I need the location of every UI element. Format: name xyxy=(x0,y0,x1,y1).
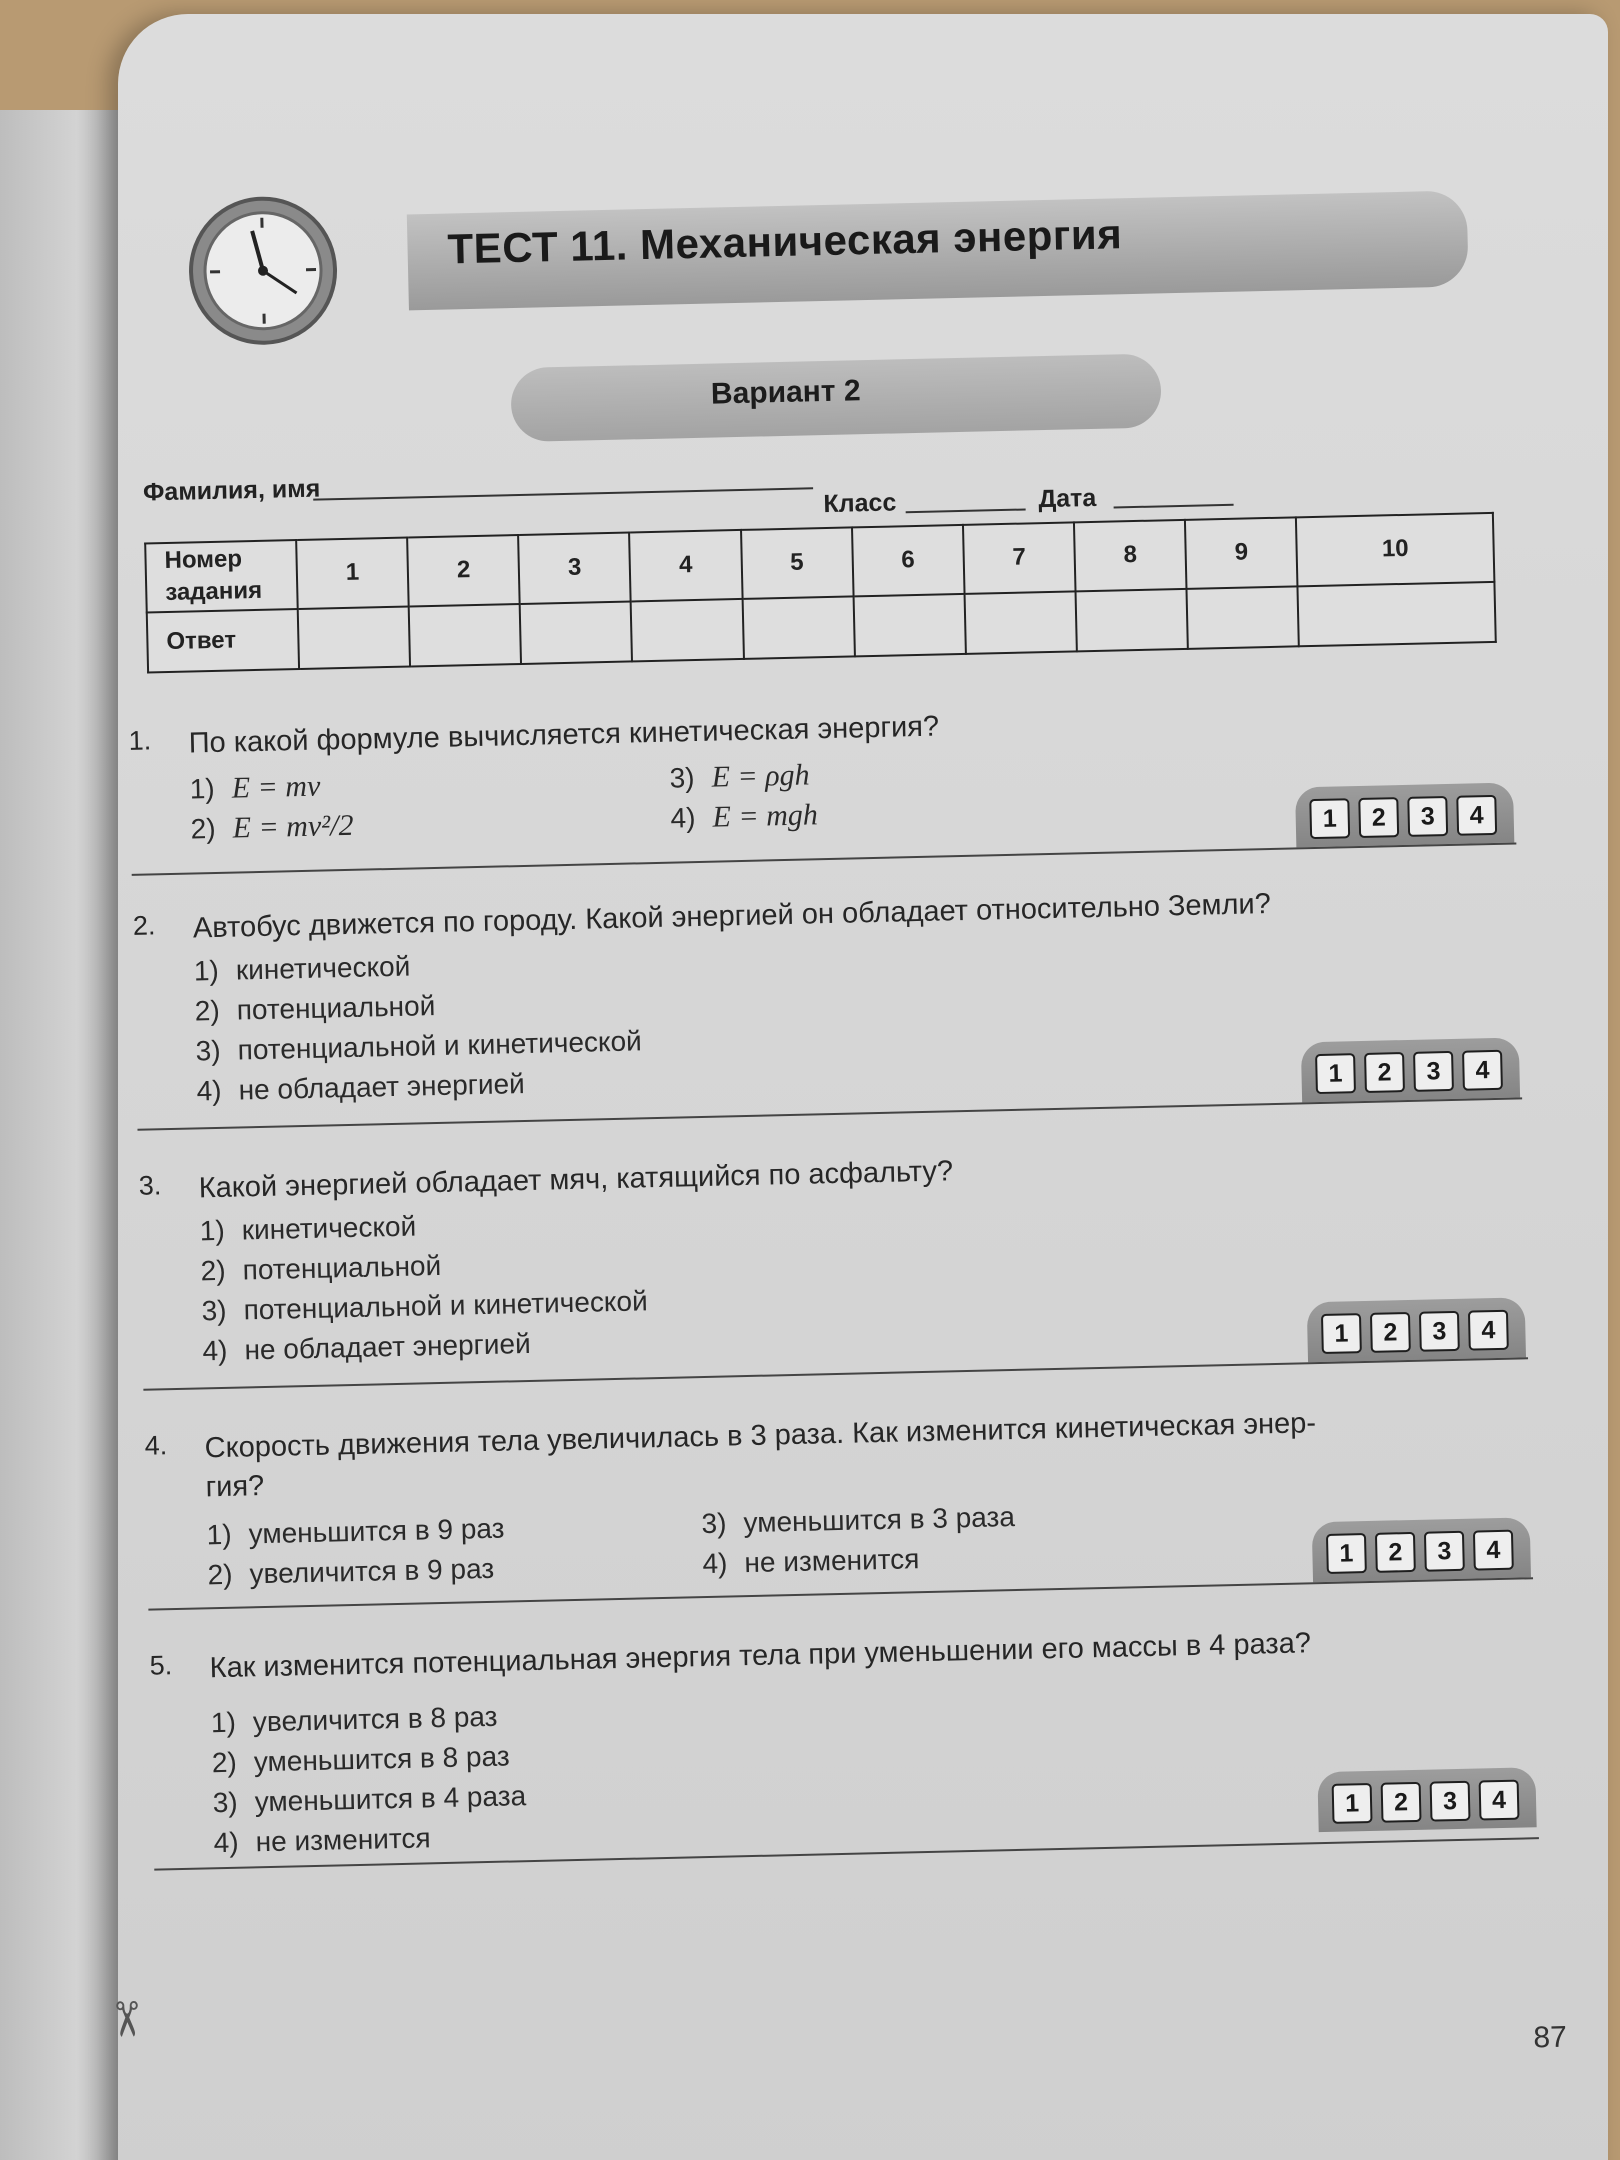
question-text xyxy=(204,1401,1445,1507)
choice-box-3[interactable]: 3 xyxy=(1430,1781,1471,1822)
choice-tab xyxy=(1301,1037,1520,1102)
option-number: 2) xyxy=(207,1558,233,1591)
option-text: увеличится в 9 раз xyxy=(249,1552,495,1590)
task-number-cell: 6 xyxy=(852,525,965,596)
question-3 xyxy=(138,1139,1538,1367)
question-2 xyxy=(132,879,1533,1107)
option-3[interactable] xyxy=(212,1780,526,1819)
question-number: 1. xyxy=(128,725,152,756)
answer-cell[interactable] xyxy=(520,601,632,664)
option-2[interactable] xyxy=(200,1250,441,1287)
option-text: увеличится в 8 раз xyxy=(252,1700,498,1738)
option-number: 3) xyxy=(701,1507,727,1540)
choice-tab xyxy=(1317,1767,1536,1832)
option-1[interactable] xyxy=(206,1513,504,1552)
option-3[interactable] xyxy=(669,758,810,795)
option-number: 1) xyxy=(199,1214,226,1247)
choice-box-4[interactable]: 4 xyxy=(1456,795,1497,836)
answer-grid xyxy=(144,512,1497,673)
option-number: 2) xyxy=(194,994,221,1027)
option-text: не обладает энергией xyxy=(244,1327,531,1366)
answer-cell[interactable] xyxy=(1187,586,1299,649)
choice-box-4[interactable]: 4 xyxy=(1479,1780,1520,1821)
question-text-line2: гия? xyxy=(205,1470,265,1504)
option-formula: E = mv²/2 xyxy=(232,808,354,845)
option-text: потенциальной и кинетической xyxy=(237,1025,643,1066)
question-4 xyxy=(144,1399,1544,1591)
task-number-cell: 3 xyxy=(518,532,631,603)
choice-box-4[interactable]: 4 xyxy=(1473,1530,1514,1571)
option-formula: E = ρgh xyxy=(711,758,810,794)
question-number: 5. xyxy=(149,1650,173,1681)
question-text: По какой формуле вычисляется кинетическая энергия? xyxy=(188,710,940,760)
option-2[interactable] xyxy=(212,1741,510,1780)
choice-tab xyxy=(1312,1517,1531,1582)
option-number: 4) xyxy=(213,1826,239,1859)
option-2[interactable] xyxy=(207,1553,494,1591)
clock-icon xyxy=(186,194,339,347)
choice-box-2[interactable]: 2 xyxy=(1381,1782,1422,1823)
option-number: 4) xyxy=(202,1334,228,1367)
answer-cell[interactable] xyxy=(409,604,521,667)
option-number: 1) xyxy=(210,1706,237,1739)
workbook-page xyxy=(98,14,1608,2160)
choice-box-3[interactable]: 3 xyxy=(1407,796,1448,837)
page-number: 87 xyxy=(1533,2020,1568,2055)
answer-cell[interactable] xyxy=(631,599,743,662)
option-number: 4) xyxy=(702,1547,728,1580)
question-number: 2. xyxy=(132,910,156,941)
date-label: Дата xyxy=(1038,483,1097,514)
choice-box-2[interactable]: 2 xyxy=(1364,1052,1405,1093)
option-number: 3) xyxy=(201,1294,227,1327)
option-text: уменьшится в 3 раза xyxy=(743,1500,1016,1539)
question-1 xyxy=(128,694,1528,845)
question-text: Какой энергией обладает мяч, катящийся по асфальту? xyxy=(198,1155,954,1205)
question-text: Как изменится потенциальная энергия тела при уменьшении его массы в 4 раза? xyxy=(209,1627,1312,1685)
name-field-line[interactable] xyxy=(313,487,813,500)
option-number: 4) xyxy=(670,802,696,834)
task-number-cell: 5 xyxy=(741,527,854,598)
option-number: 3) xyxy=(669,762,695,794)
choice-box-1[interactable]: 1 xyxy=(1332,1783,1373,1824)
option-number: 1) xyxy=(189,772,216,805)
option-2[interactable] xyxy=(190,809,354,847)
option-4[interactable] xyxy=(196,1068,525,1107)
option-1[interactable] xyxy=(189,770,320,807)
task-number-header xyxy=(145,540,298,612)
task-number-cell: 8 xyxy=(1074,520,1187,591)
answer-cell[interactable] xyxy=(742,596,854,659)
choice-box-1[interactable]: 1 xyxy=(1309,798,1350,839)
choice-box-1[interactable]: 1 xyxy=(1326,1533,1367,1574)
answer-cell[interactable] xyxy=(964,591,1076,654)
question-text: Автобус движется по городу. Какой энергией он обладает относительно Земли? xyxy=(192,888,1272,945)
choice-box-3[interactable]: 3 xyxy=(1413,1051,1454,1092)
scissors-icon: ✂ xyxy=(98,1998,153,2041)
option-text: не изменится xyxy=(744,1543,920,1579)
option-1[interactable] xyxy=(199,1211,416,1248)
option-4[interactable] xyxy=(702,1543,920,1580)
question-5 xyxy=(149,1619,1549,1859)
task-number-cell: 7 xyxy=(963,522,1076,593)
option-1[interactable] xyxy=(211,1701,498,1739)
answer-cell[interactable] xyxy=(853,594,965,657)
option-3[interactable] xyxy=(195,1025,642,1067)
option-3[interactable] xyxy=(201,1285,648,1327)
option-text: не изменится xyxy=(255,1822,431,1858)
task-number-cell: 2 xyxy=(407,535,520,606)
choice-box-1[interactable]: 1 xyxy=(1321,1313,1362,1354)
date-field-line[interactable] xyxy=(1114,504,1234,509)
option-text: потенциальной и кинетической xyxy=(243,1285,648,1326)
choice-box-3[interactable]: 3 xyxy=(1424,1531,1465,1572)
answer-cell[interactable] xyxy=(1075,589,1187,652)
choice-box-4[interactable]: 4 xyxy=(1468,1310,1509,1351)
answer-row-label: Ответ xyxy=(147,609,299,672)
choice-box-2[interactable]: 2 xyxy=(1370,1312,1411,1353)
choice-box-2[interactable]: 2 xyxy=(1358,797,1399,838)
option-number: 2) xyxy=(200,1254,226,1287)
question-number: 3. xyxy=(138,1170,162,1201)
option-1[interactable] xyxy=(194,951,411,988)
option-text: уменьшится в 9 раз xyxy=(248,1512,505,1550)
page-content xyxy=(98,147,1620,2140)
task-number-header-line1: Номер xyxy=(164,545,243,575)
option-number: 3) xyxy=(195,1034,221,1067)
option-number: 1) xyxy=(193,954,220,987)
page-title: ТЕСТ 11. Механическая энергия xyxy=(447,210,1123,273)
choice-tab xyxy=(1307,1297,1526,1362)
class-label: Класс xyxy=(823,488,897,519)
option-number: 3) xyxy=(212,1786,239,1819)
option-2[interactable] xyxy=(194,990,435,1027)
option-text: уменьшится в 4 раза xyxy=(254,1780,527,1818)
choice-box-2[interactable]: 2 xyxy=(1375,1532,1416,1573)
option-formula: E = mgh xyxy=(712,798,819,834)
name-label: Фамилия, имя xyxy=(142,474,321,507)
task-number-cell: 9 xyxy=(1185,517,1298,588)
task-number-cell: 10 xyxy=(1296,513,1494,586)
option-text: не обладает энергией xyxy=(238,1068,526,1106)
option-text: уменьшится в 8 раз xyxy=(253,1740,510,1778)
task-number-header-line2: задания xyxy=(165,577,263,607)
option-text: кинетической xyxy=(241,1210,417,1246)
option-text: кинетической xyxy=(235,950,411,986)
answer-cell[interactable] xyxy=(1298,582,1496,646)
choice-box-1[interactable]: 1 xyxy=(1315,1053,1356,1094)
class-field-line[interactable] xyxy=(906,508,1026,513)
option-number: 1) xyxy=(206,1518,232,1551)
question-number: 4. xyxy=(144,1430,168,1461)
option-4[interactable] xyxy=(213,1822,431,1859)
variant-label: Вариант 2 xyxy=(710,374,861,411)
task-number-cell: 1 xyxy=(296,538,409,609)
option-text: потенциальной xyxy=(242,1249,442,1286)
answer-cell[interactable] xyxy=(298,606,410,669)
question-text-line1: Скорость движения тела увеличилась в 3 раза. Как изменится кинетическая энер- xyxy=(204,1407,1317,1465)
option-3[interactable] xyxy=(701,1501,1015,1540)
option-text: потенциальной xyxy=(236,990,436,1026)
option-formula: E = mv xyxy=(231,769,321,805)
choice-box-4[interactable]: 4 xyxy=(1462,1050,1503,1091)
separator-line xyxy=(132,842,1517,875)
option-number: 4) xyxy=(196,1074,222,1107)
option-number: 2) xyxy=(190,812,216,845)
choice-tab xyxy=(1295,783,1514,848)
task-number-cell: 4 xyxy=(629,530,742,601)
choice-box-3[interactable]: 3 xyxy=(1419,1311,1460,1352)
option-4[interactable] xyxy=(202,1328,531,1367)
option-4[interactable] xyxy=(670,798,818,835)
option-number: 2) xyxy=(211,1746,238,1779)
